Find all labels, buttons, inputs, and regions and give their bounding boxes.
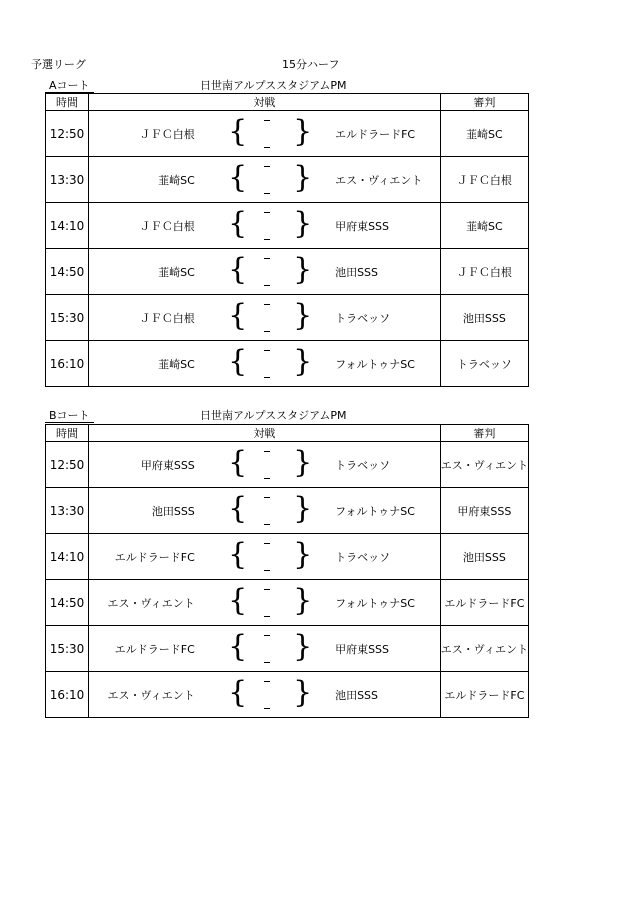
match-row (46, 111, 529, 157)
left-brace: { (228, 583, 248, 618)
match-cell (89, 157, 441, 203)
score-dash-bottom (264, 331, 270, 332)
match-time: 12:50 (46, 442, 89, 488)
away-team: 甲府東SSS (335, 643, 390, 656)
score-dash-bottom (264, 377, 270, 378)
right-brace: } (293, 344, 313, 379)
match-row (46, 672, 529, 718)
court-b-label: Bコート (49, 409, 90, 422)
right-brace: } (293, 298, 313, 333)
right-brace: } (293, 114, 313, 149)
score-dash-top (264, 681, 270, 682)
court-a-rows (46, 111, 529, 387)
match-row (46, 580, 529, 626)
away-team: フォルトゥナSC (335, 505, 415, 518)
away-team: 甲府東SSS (335, 220, 390, 233)
right-brace: } (293, 160, 313, 195)
away-team: 池田SSS (335, 266, 379, 279)
match-row (46, 442, 529, 488)
left-brace: { (228, 537, 248, 572)
score-dash-top (264, 543, 270, 544)
half-duration-label: 15分ハーフ (282, 58, 340, 71)
table-header-row (46, 425, 529, 442)
match-cell (89, 442, 441, 488)
score-dash-top (264, 635, 270, 636)
referee-team: ＪＦＣ白根 (440, 157, 528, 203)
court-a-schedule-table (45, 93, 529, 387)
away-team: エス・ヴィエント (335, 174, 423, 187)
score-dash-bottom (264, 524, 270, 525)
home-team: ＪＦＣ白根 (139, 312, 195, 325)
match-row (46, 157, 529, 203)
match-cell (89, 249, 441, 295)
match-cell (89, 295, 441, 341)
away-team: エルドラードFC (335, 128, 416, 141)
score-dash-bottom (264, 147, 270, 148)
right-brace: } (293, 252, 313, 287)
court-b-venue: 日世南アルプススタジアムPM (200, 409, 347, 422)
match-time: 16:10 (46, 672, 89, 718)
away-team: 池田SSS (335, 689, 379, 702)
match-row (46, 534, 529, 580)
score-dash-bottom (264, 662, 270, 663)
score-dash-top (264, 166, 270, 167)
match-column-header: 対戦 (89, 425, 441, 442)
match-row (46, 295, 529, 341)
table-header-row (46, 94, 529, 111)
home-team: 韮崎SC (158, 358, 195, 371)
left-brace: { (228, 114, 248, 149)
left-brace: { (228, 252, 248, 287)
home-team: 甲府東SSS (140, 459, 195, 472)
match-cell (89, 626, 441, 672)
score-dash-top (264, 451, 270, 452)
home-team: 韮崎SC (158, 266, 195, 279)
match-row (46, 488, 529, 534)
court-b-schedule-table (45, 424, 529, 718)
left-brace: { (228, 445, 248, 480)
right-brace: } (293, 675, 313, 710)
match-time: 14:10 (46, 534, 89, 580)
away-team: フォルトゥナSC (335, 358, 415, 371)
match-cell (89, 341, 441, 387)
left-brace: { (228, 160, 248, 195)
referee-team: 池田SSS (440, 534, 528, 580)
match-time: 13:30 (46, 157, 89, 203)
away-team: トラベッソ (335, 459, 391, 472)
match-row (46, 249, 529, 295)
match-cell (89, 111, 441, 157)
away-team: トラベッソ (335, 551, 391, 564)
referee-team: エルドラードFC (440, 580, 528, 626)
time-column-header: 時間 (46, 425, 89, 442)
match-time: 12:50 (46, 111, 89, 157)
left-brace: { (228, 298, 248, 333)
right-brace: } (293, 445, 313, 480)
score-dash-top (264, 304, 270, 305)
referee-team: ＪＦＣ白根 (440, 249, 528, 295)
score-dash-top (264, 497, 270, 498)
match-time: 13:30 (46, 488, 89, 534)
league-label: 予選リーグ (31, 58, 86, 71)
score-dash-top (264, 589, 270, 590)
right-brace: } (293, 629, 313, 664)
left-brace: { (228, 629, 248, 664)
right-brace: } (293, 537, 313, 572)
match-row (46, 203, 529, 249)
score-dash-bottom (264, 478, 270, 479)
referee-team: エルドラードFC (440, 672, 528, 718)
right-brace: } (293, 491, 313, 526)
left-brace: { (228, 206, 248, 241)
home-team: エルドラードFC (114, 643, 195, 656)
match-cell (89, 580, 441, 626)
match-time: 14:50 (46, 580, 89, 626)
referee-team: エス・ヴィエント (440, 442, 528, 488)
score-dash-bottom (264, 285, 270, 286)
score-dash-top (264, 120, 270, 121)
match-time: 14:10 (46, 203, 89, 249)
score-dash-bottom (264, 239, 270, 240)
referee-team: 池田SSS (440, 295, 528, 341)
score-dash-bottom (264, 708, 270, 709)
time-column-header: 時間 (46, 94, 89, 111)
referee-team: エス・ヴィエント (440, 626, 528, 672)
home-team: エルドラードFC (114, 551, 195, 564)
court-b-underline (45, 422, 94, 423)
referee-column-header: 審判 (440, 94, 528, 111)
court-a-label: Aコート (49, 79, 90, 92)
home-team: エス・ヴィエント (107, 689, 195, 702)
left-brace: { (228, 491, 248, 526)
away-team: フォルトゥナSC (335, 597, 415, 610)
left-brace: { (228, 675, 248, 710)
home-team: ＪＦＣ白根 (139, 128, 195, 141)
score-dash-bottom (264, 193, 270, 194)
referee-team: 韮崎SC (440, 111, 528, 157)
away-team: トラベッソ (335, 312, 391, 325)
match-time: 16:10 (46, 341, 89, 387)
match-row (46, 341, 529, 387)
score-dash-bottom (264, 570, 270, 571)
score-dash-bottom (264, 616, 270, 617)
right-brace: } (293, 206, 313, 241)
home-team: 韮崎SC (158, 174, 195, 187)
match-time: 15:30 (46, 295, 89, 341)
match-time: 15:30 (46, 626, 89, 672)
referee-column-header: 審判 (440, 425, 528, 442)
left-brace: { (228, 344, 248, 379)
right-brace: } (293, 583, 313, 618)
referee-team: 韮崎SC (440, 203, 528, 249)
court-b-rows (46, 442, 529, 718)
match-cell (89, 534, 441, 580)
match-time: 14:50 (46, 249, 89, 295)
referee-team: トラベッソ (440, 341, 528, 387)
referee-team: 甲府東SSS (440, 488, 528, 534)
home-team: エス・ヴィエント (107, 597, 195, 610)
match-row (46, 626, 529, 672)
score-dash-top (264, 258, 270, 259)
home-team: ＪＦＣ白根 (139, 220, 195, 233)
match-cell (89, 672, 441, 718)
home-team: 池田SSS (151, 505, 195, 518)
score-dash-top (264, 350, 270, 351)
match-cell (89, 488, 441, 534)
match-cell (89, 203, 441, 249)
court-a-venue: 日世南アルプススタジアムPM (200, 79, 347, 92)
match-column-header: 対戦 (89, 94, 441, 111)
score-dash-top (264, 212, 270, 213)
